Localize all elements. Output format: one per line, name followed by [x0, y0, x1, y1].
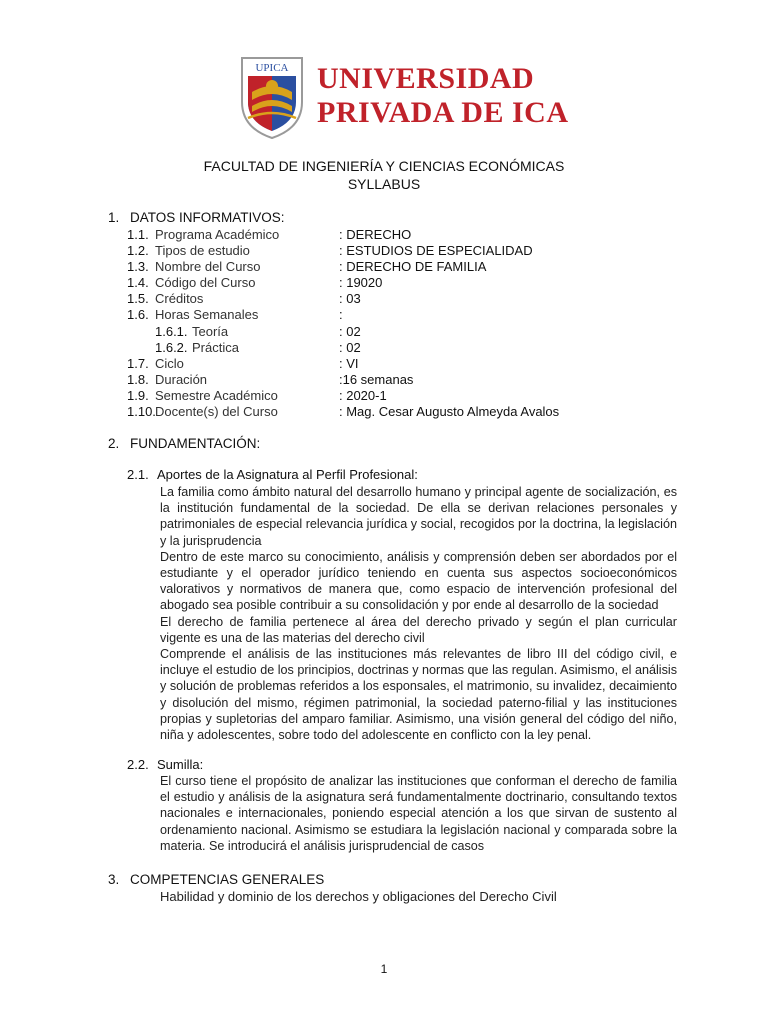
row-number: 1.6. [127, 307, 149, 322]
row-label: Práctica [192, 340, 239, 355]
row-label: Duración [155, 372, 208, 387]
university-name-line2: PRIVADA DE ICA [317, 96, 569, 129]
subsection-2-2-heading [127, 757, 203, 772]
subsection-number: 2.1. [127, 467, 149, 482]
row-label: Nombre del Curso [155, 259, 261, 274]
paragraph: Comprende el análisis de las instituciones más relevantes de libro III del código civil, e incluye el estudio de los principios, doctrinas y normas que las regulan. Asimismo, el análisis y solución de problemas referidos a los esponsales, el matrimonio, su invalidez, decaimiento y disolución del mismo, régimen patrimonial, la sociedad paterno-filial y las instituciones propias y supletorias del amparo familiar. Asimismo, una visión general del código del niño, niña y adolescentes, sobre todo del adolescente en conflicto con la ley penal. [160, 647, 677, 743]
row-value: : VI [339, 356, 359, 371]
section-title: COMPETENCIAS GENERALES [130, 872, 325, 887]
row-label: Créditos [155, 291, 204, 306]
row-number: 1.3. [127, 259, 149, 274]
row-number: 1.9. [127, 388, 149, 403]
row-number: 1.4. [127, 275, 149, 290]
row-label: Ciclo [155, 356, 184, 371]
row-number: 1.8. [127, 372, 149, 387]
row-label: Horas Semanales [155, 307, 259, 322]
section-2-heading [108, 436, 260, 451]
row-number: 1.7. [127, 356, 149, 371]
row-label: Semestre Académico [155, 388, 278, 403]
subsection-2-1-body [160, 484, 677, 743]
row-value: : [339, 307, 343, 322]
section-title: FUNDAMENTACIÓN: [130, 436, 261, 451]
row-number: 1.5. [127, 291, 149, 306]
subsection-number: 2.2. [127, 757, 149, 772]
row-label: Teoría [192, 324, 229, 339]
row-value: : 2020-1 [339, 388, 387, 403]
section-number: 2. [108, 436, 120, 451]
row-number: 1.6.1. [155, 324, 188, 339]
row-number: 1.6.2. [155, 340, 188, 355]
document-title: SYLLABUS [347, 176, 421, 192]
row-label: Programa Académico [155, 227, 280, 242]
subsection-2-1-heading [127, 467, 418, 482]
page-number: 1 [380, 962, 388, 976]
subsection-2-2-body [160, 773, 677, 854]
section-number: 3. [108, 872, 120, 887]
row-value: : 02 [339, 324, 361, 339]
row-label: Código del Curso [155, 275, 256, 290]
faculty-title: FACULTAD DE INGENIERÍA Y CIENCIAS ECONÓMICAS [203, 158, 565, 174]
row-number: 1.10. [127, 404, 156, 419]
row-value: : DERECHO DE FAMILIA [339, 259, 487, 274]
row-number: 1.1. [127, 227, 149, 242]
row-value: : Mag. Cesar Augusto Almeyda Avalos [339, 404, 560, 419]
row-value: : 02 [339, 340, 361, 355]
university-name-line1: UNIVERSIDAD [317, 62, 535, 95]
paragraph: La familia como ámbito natural del desarrollo humano y principal agente de socialización, es la institución fundamental de la sociedad. De ella se derivan relaciones personales y patrimoniales de especial relevancia jurídica y social, recogidos por la doctrina, la legislación y la jurisprudencia [160, 485, 677, 548]
paragraph: El curso tiene el propósito de analizar las instituciones que conforman el derecho de familia el estudio y análisis de la asignatura será fundamentalmente doctrinario, consultando textos nacionales e internacionales, poniendo especial atención a los que sirvan de sustento al ordenamiento nacional. Asimismo se estudiara la legislación nacional y comparada sobre la materia. Se introducirá el análisis jurisprudencial de casos [160, 774, 677, 853]
section-3-heading [108, 872, 324, 887]
section-number: 1. [108, 210, 120, 225]
paragraph: El derecho de familia pertenece al área del derecho privado y según el plan curricular vigente es una de las materias del derecho civil [160, 614, 677, 645]
row-label: Docente(s) del Curso [155, 404, 278, 419]
row-value: : 19020 [339, 275, 383, 290]
row-number: 1.2. [127, 243, 149, 258]
row-value: :16 semanas [339, 372, 414, 387]
paragraph: Dentro de este marco su conocimiento, análisis y comprensión deben ser abordados por el estudiante y el operador jurídico teniendo en cuenta sus aspectos socioeconómicos valorativos y normativos de manera que, como espacio de intervención profesional del abogado sea posible contribuir a su consolidación y por ende al desarrollo de la sociedad [160, 549, 677, 613]
university-seal-icon [238, 52, 306, 140]
university-logo [238, 52, 569, 144]
section-3-text: Habilidad y dominio de los derechos y obligaciones del Derecho Civil [160, 889, 557, 904]
university-name [317, 64, 568, 132]
subsection-title: Aportes de la Asignatura al Perfil Profesional: [157, 467, 418, 482]
subsection-title: Sumilla: [157, 757, 204, 772]
row-value: : DERECHO [339, 227, 412, 242]
row-value: : 03 [339, 291, 361, 306]
section-title: DATOS INFORMATIVOS: [130, 210, 285, 225]
row-value: : ESTUDIOS DE ESPECIALIDAD [339, 243, 533, 258]
section-1-heading [108, 210, 285, 225]
row-label: Tipos de estudio [155, 243, 250, 258]
seal-text: UPICA [255, 62, 289, 74]
